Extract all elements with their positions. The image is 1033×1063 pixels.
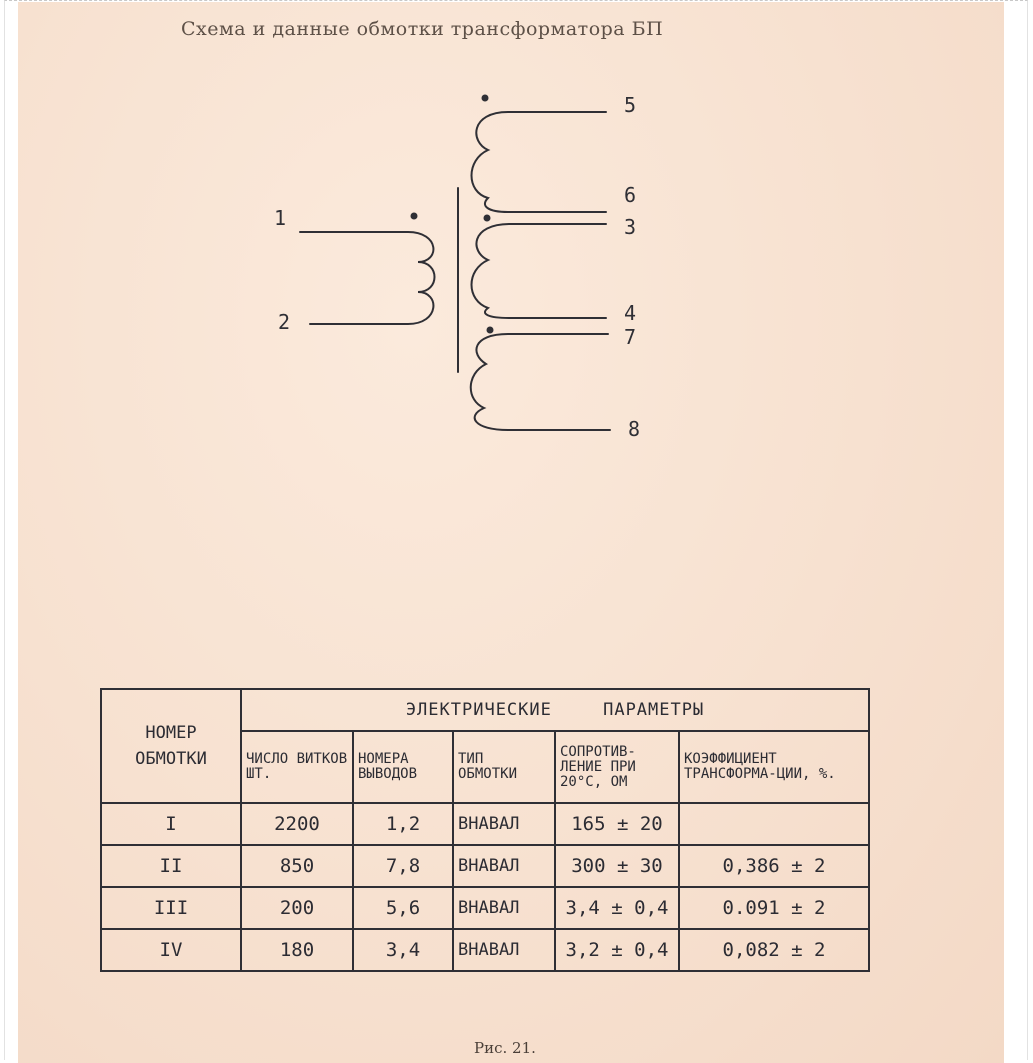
terminal-label: 5 xyxy=(624,93,637,117)
column-header-resistance: СОПРОТИВ-ЛЕНИЕ ПРИ 20°С, ОМ xyxy=(555,731,679,803)
winding-5-6 xyxy=(472,112,607,212)
figure-caption: Рис. 21. xyxy=(474,1039,536,1057)
cell-type: ВНАВАЛ xyxy=(453,929,555,971)
winding-parameters-table xyxy=(100,688,870,972)
cell-resistance: 165 ± 20 xyxy=(555,803,679,845)
group-header-electrical-parameters: ЭЛЕКТРИЧЕСКИЕ ПАРАМЕТРЫ xyxy=(241,689,869,731)
cell-type: ВНАВАЛ xyxy=(453,887,555,929)
cell-terminals: 7,8 xyxy=(353,845,453,887)
column-header-winding-type: ТИП ОБМОТКИ xyxy=(453,731,555,803)
terminal-label: 1 xyxy=(274,206,287,230)
scanned-page xyxy=(18,2,1004,1063)
cell-ratio: 0,082 ± 2 xyxy=(679,929,869,971)
cell-resistance: 3,2 ± 0,4 xyxy=(555,929,679,971)
cell-type: ВНАВАЛ xyxy=(453,845,555,887)
terminal-label: 4 xyxy=(624,301,637,325)
primary-winding xyxy=(300,232,435,324)
terminal-label: 2 xyxy=(278,310,291,334)
page-title: Схема и данные обмотки трансформатора БП xyxy=(181,18,664,40)
terminal-label: 7 xyxy=(624,325,637,349)
terminal-label: 3 xyxy=(624,215,637,239)
polarity-dot xyxy=(411,213,418,220)
polarity-dot xyxy=(484,215,491,222)
winding-7-8 xyxy=(471,334,610,430)
winding-3-4 xyxy=(472,224,607,318)
cell-resistance: 300 ± 30 xyxy=(555,845,679,887)
column-header-transform-ratio: КОЭФФИЦИЕНТ ТРАНСФОРМА-ЦИИ, %. xyxy=(679,731,869,803)
cell-ratio xyxy=(679,803,869,845)
table-row xyxy=(101,929,869,971)
polarity-dot xyxy=(487,327,494,334)
terminal-label: 8 xyxy=(628,417,641,441)
table-row xyxy=(101,887,869,929)
terminal-label: 6 xyxy=(624,183,637,207)
transformer-schematic xyxy=(18,2,1004,642)
cell-ratio: 0.091 ± 2 xyxy=(679,887,869,929)
cell-turns: 2200 xyxy=(241,803,353,845)
cell-terminals: 5,6 xyxy=(353,887,453,929)
cell-type: ВНАВАЛ xyxy=(453,803,555,845)
cell-winding: III xyxy=(101,887,241,929)
cell-turns: 850 xyxy=(241,845,353,887)
cell-winding: IV xyxy=(101,929,241,971)
cell-terminals: 3,4 xyxy=(353,929,453,971)
column-header-winding-number: НОМЕР ОБМОТКИ xyxy=(101,689,241,803)
cell-resistance: 3,4 ± 0,4 xyxy=(555,887,679,929)
cell-turns: 200 xyxy=(241,887,353,929)
table-row xyxy=(101,845,869,887)
cell-turns: 180 xyxy=(241,929,353,971)
cell-ratio: 0,386 ± 2 xyxy=(679,845,869,887)
polarity-dot xyxy=(482,95,489,102)
column-header-terminals: НОМЕРА ВЫВОДОВ xyxy=(353,731,453,803)
column-header-turns: ЧИСЛО ВИТКОВ ШТ. xyxy=(241,731,353,803)
cell-terminals: 1,2 xyxy=(353,803,453,845)
cell-winding: I xyxy=(101,803,241,845)
table-row xyxy=(101,803,869,845)
cell-winding: II xyxy=(101,845,241,887)
